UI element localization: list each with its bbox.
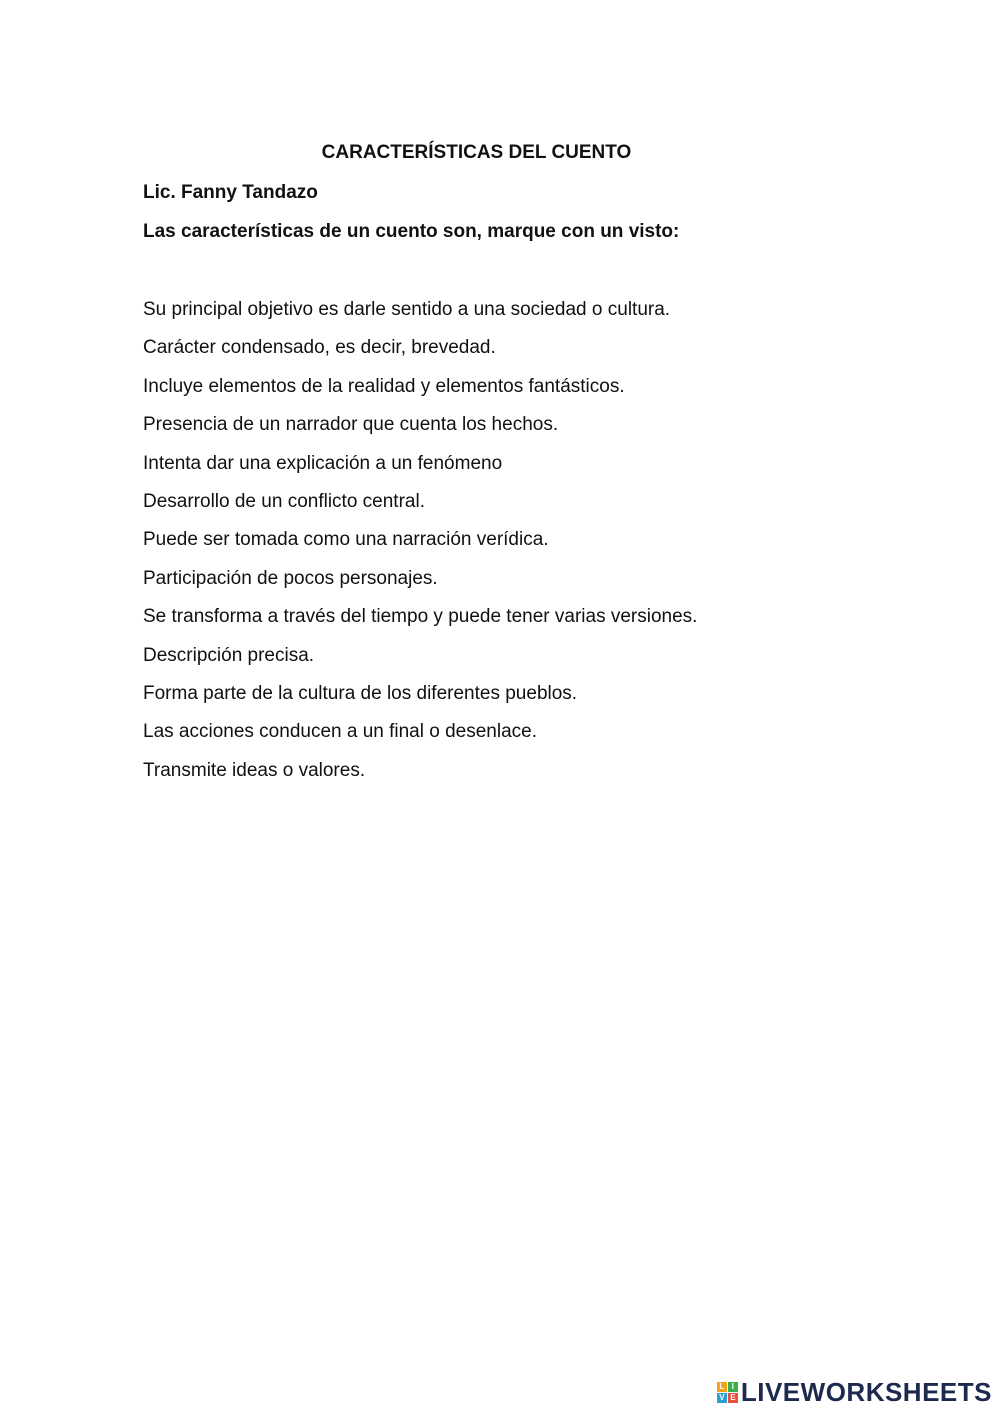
- list-item: Presencia de un narrador que cuenta los hechos.: [143, 414, 559, 436]
- watermark-text: LIVEWORKSHEETS: [740, 1376, 992, 1407]
- list-item: Transmite ideas o valores.: [143, 759, 366, 781]
- list-item: Incluye elementos de la realidad y elementos fantásticos.: [143, 375, 625, 397]
- list-item: Forma parte de la cultura de los diferentes pueblos.: [143, 682, 578, 704]
- logo-letter: V: [717, 1393, 727, 1403]
- list-item: Las acciones conducen a un final o desenlace.: [143, 721, 537, 743]
- instruction-text: Las características de un cuento son, marque con un visto:: [143, 221, 680, 242]
- list-item: Su principal objetivo es darle sentido a una sociedad o cultura.: [143, 299, 671, 320]
- characteristics-list: [143, 298, 697, 797]
- logo-letter: I: [728, 1382, 738, 1392]
- liveworksheets-watermark: [717, 1377, 992, 1407]
- list-item: Carácter condensado, es decir, brevedad.: [143, 337, 496, 359]
- list-item: Puede ser tomada como una narración verídica.: [143, 529, 549, 551]
- list-item: Intenta dar una explicación a un fenómeno: [143, 452, 503, 474]
- logo-letter: L: [717, 1382, 727, 1392]
- author-name: Lic. Fanny Tandazo: [143, 182, 318, 203]
- list-item: Desarrollo de un conflicto central.: [143, 490, 425, 512]
- logo-letter: E: [728, 1393, 738, 1403]
- list-item: Participación de pocos personajes.: [143, 567, 438, 589]
- list-item: Se transforma a través del tiempo y puede tener varias versiones.: [143, 606, 698, 628]
- document-title: CARACTERÍSTICAS DEL CUENTO: [321, 142, 632, 163]
- liveworksheets-logo-icon: [717, 1382, 738, 1403]
- list-item: Descripción precisa.: [143, 644, 315, 666]
